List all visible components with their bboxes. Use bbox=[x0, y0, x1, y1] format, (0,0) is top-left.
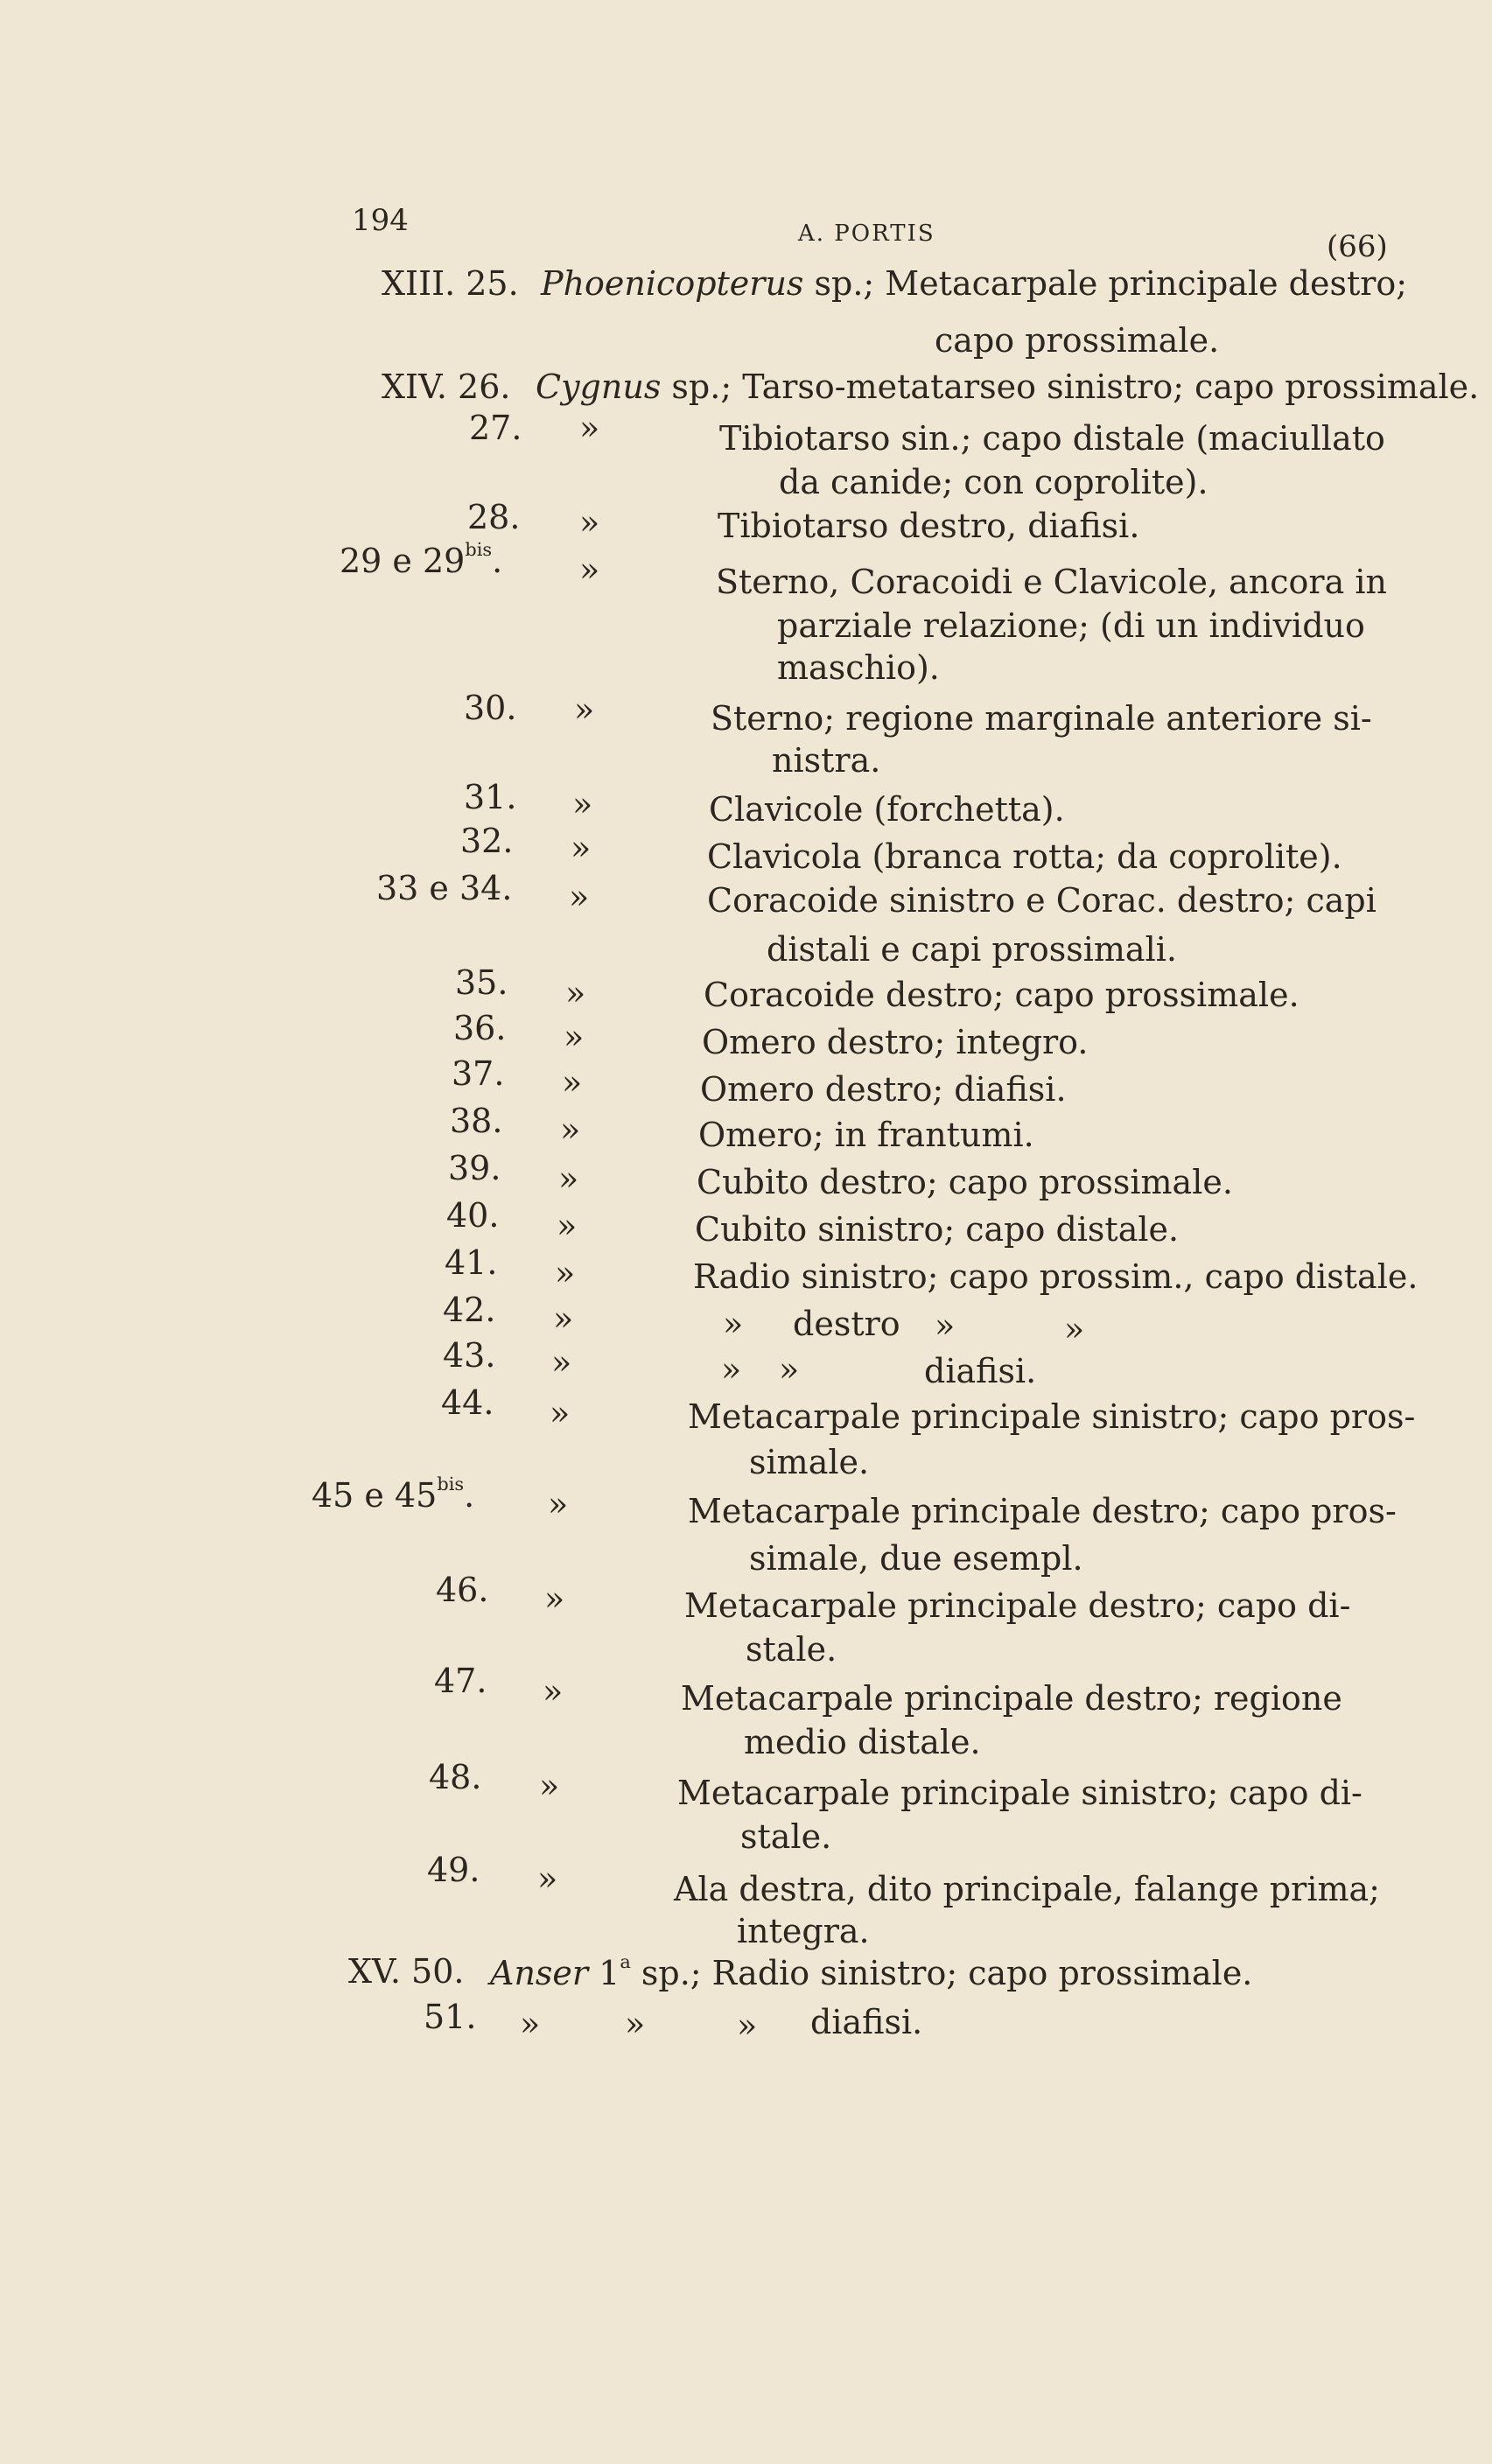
ditto-mark: » bbox=[543, 1672, 564, 1711]
ditto-mark: » bbox=[550, 1394, 571, 1432]
entry-line: Cubito sinistro; capo distale. bbox=[695, 1210, 1180, 1249]
superscript: bis bbox=[437, 1474, 465, 1495]
entry-number: 47. bbox=[434, 1662, 487, 1700]
entry-line: Omero; in frantumi. bbox=[698, 1116, 1034, 1154]
entry-line: diafisi. bbox=[810, 2003, 923, 2041]
entry-number: 37. bbox=[452, 1054, 505, 1093]
entry-line: Omero destro; diafisi. bbox=[700, 1070, 1067, 1109]
ditto-mark: » bbox=[544, 1579, 565, 1618]
entry-line: stale. bbox=[746, 1630, 837, 1669]
entry-line: Tibiotarso destro, diafisi. bbox=[718, 507, 1140, 545]
page-number: 194 bbox=[352, 203, 409, 238]
entry-number: 35. bbox=[455, 963, 508, 1002]
superscript: a bbox=[620, 1951, 631, 1973]
entry-line: Ala destra, dito principale, falange prima; bbox=[674, 1870, 1380, 1908]
ditto-mark: » bbox=[557, 1207, 578, 1245]
ditto-mark: » bbox=[560, 1110, 581, 1149]
genus-name: Phoenicopterus bbox=[541, 264, 804, 303]
entry-line: Metacarpale principale sinistro; capo di- bbox=[677, 1774, 1362, 1812]
ditto-mark: » bbox=[779, 1350, 800, 1389]
entry-line: nistra. bbox=[772, 741, 881, 780]
entry-number: XV. 50. bbox=[348, 1952, 465, 1991]
ditto-mark: » bbox=[564, 1018, 585, 1056]
entry-line: destro bbox=[793, 1305, 900, 1343]
entry-line: Metacarpale principale destro; capo di- bbox=[684, 1586, 1351, 1625]
entry-number: 44. bbox=[441, 1383, 494, 1422]
entry-line: Radio sinistro; capo prossim., capo distale. bbox=[693, 1257, 1418, 1296]
entry-number: 51. bbox=[424, 1998, 477, 2036]
entry-number: 30. bbox=[464, 689, 517, 727]
entry-line: simale. bbox=[749, 1443, 870, 1481]
entry-line: Clavicola (branca rotta; da coprolite). bbox=[707, 837, 1342, 876]
entry-line: Metacarpale principale destro; regione bbox=[681, 1679, 1342, 1718]
entry-line: Cubito destro; capo prossimale. bbox=[697, 1163, 1233, 1201]
entry-line: capo prossimale. bbox=[935, 321, 1220, 360]
ditto-mark: » bbox=[562, 1063, 583, 1102]
entry-line: Sterno; regione marginale anteriore si- bbox=[711, 699, 1372, 738]
ditto-mark: » bbox=[537, 1859, 558, 1898]
entry-line: sp.; Radio sinistro; capo prossimale. bbox=[630, 1954, 1253, 1992]
entry-line: integra. bbox=[737, 1912, 870, 1950]
entry-line: Metacarpale principale destro; capo pros- bbox=[688, 1492, 1397, 1530]
entry-number: 49. bbox=[427, 1851, 480, 1889]
entry-line: diafisi. bbox=[924, 1352, 1037, 1390]
entry-number: 27. bbox=[469, 409, 522, 447]
entry-line: maschio). bbox=[777, 648, 940, 687]
entry-line: Clavicole (forchetta). bbox=[709, 790, 1065, 829]
entry-number: 28. bbox=[467, 498, 521, 536]
ditto-mark: » bbox=[571, 829, 592, 867]
entry-line: Sterno, Coracoidi e Clavicole, ancora in bbox=[716, 563, 1387, 601]
ditto-mark: » bbox=[551, 1343, 572, 1382]
entry-line: da canide; con coprolite). bbox=[779, 463, 1208, 501]
genus-name: Cygnus bbox=[536, 368, 662, 406]
ditto-mark: » bbox=[555, 1254, 576, 1292]
entry-number: 32. bbox=[460, 822, 514, 860]
entry-text bbox=[541, 264, 1408, 303]
ditto-mark: » bbox=[569, 878, 590, 916]
entry-line: Tibiotarso sin.; capo distale (maciullato bbox=[719, 419, 1385, 458]
ditto-mark: » bbox=[579, 503, 600, 542]
running-title: A. PORTIS bbox=[798, 220, 935, 247]
entry-line: distali e capi prossimali. bbox=[767, 930, 1177, 969]
ditto-mark: » bbox=[737, 2006, 758, 2045]
ditto-mark: » bbox=[539, 1767, 560, 1805]
entry-line: sp.; Metacarpale principale destro; bbox=[803, 264, 1408, 303]
genus-name: Anser bbox=[490, 1954, 589, 1992]
ditto-mark: » bbox=[1064, 1310, 1085, 1348]
entry-number: 48. bbox=[429, 1758, 482, 1796]
ditto-mark: » bbox=[935, 1306, 956, 1345]
entry-line: Metacarpale principale sinistro; capo pros- bbox=[688, 1397, 1416, 1436]
ditto-mark: » bbox=[579, 409, 600, 447]
entry-number: 39. bbox=[448, 1149, 501, 1187]
entry-text bbox=[536, 368, 1480, 406]
entry-line: Coracoide destro; capo prossimale. bbox=[704, 976, 1299, 1014]
entry-number: 33 e 34. bbox=[376, 869, 513, 907]
entry-number: 40. bbox=[446, 1196, 500, 1235]
ditto-mark: » bbox=[572, 785, 593, 823]
entry-number: 29 e $29^{bis}$. bbox=[340, 539, 503, 580]
ditto-mark: » bbox=[579, 550, 600, 589]
ditto-mark: » bbox=[625, 2005, 646, 2043]
superscript: bis bbox=[465, 539, 493, 561]
entry-number: 31. bbox=[464, 778, 517, 816]
ditto-mark: » bbox=[565, 974, 586, 1012]
entry-line: Coracoide sinistro e Corac. destro; capi bbox=[707, 881, 1376, 920]
ditto-mark: » bbox=[548, 1485, 569, 1523]
entry-number: 46. bbox=[436, 1571, 489, 1609]
entry-number: 42. bbox=[443, 1291, 496, 1329]
entry-number: 43. bbox=[443, 1336, 496, 1375]
entry-number: 38. bbox=[450, 1102, 503, 1140]
ditto-mark: » bbox=[723, 1305, 744, 1343]
section-reference: (66) bbox=[1327, 229, 1388, 264]
entry-line: Omero destro; integro. bbox=[702, 1023, 1089, 1061]
entry-line: stale. bbox=[740, 1817, 832, 1856]
entry-line: simale, due esempl. bbox=[749, 1539, 1083, 1578]
entry-line: medio distale. bbox=[744, 1723, 981, 1761]
entry-number: 41. bbox=[445, 1243, 498, 1282]
entry-number: XIII. 25. bbox=[382, 264, 519, 303]
ditto-mark: » bbox=[721, 1350, 742, 1389]
entry-text: Anser 1$^a$ sp.; Radio sinistro; capo prossimale. bbox=[490, 1951, 1253, 1992]
ditto-mark: » bbox=[520, 2005, 541, 2043]
ditto-mark: » bbox=[574, 690, 595, 729]
ditto-mark: » bbox=[558, 1159, 579, 1198]
entry-line: sp.; Tarso-metatarseo sinistro; capo prossimale. bbox=[661, 368, 1480, 406]
entry-line: parziale relazione; (di un individuo bbox=[777, 606, 1365, 645]
entry-number: 36. bbox=[453, 1009, 507, 1047]
entry-number: 45 e $45^{bis}$. bbox=[312, 1474, 475, 1515]
entry-number: XIV. 26. bbox=[382, 368, 511, 406]
ditto-mark: » bbox=[553, 1299, 574, 1338]
